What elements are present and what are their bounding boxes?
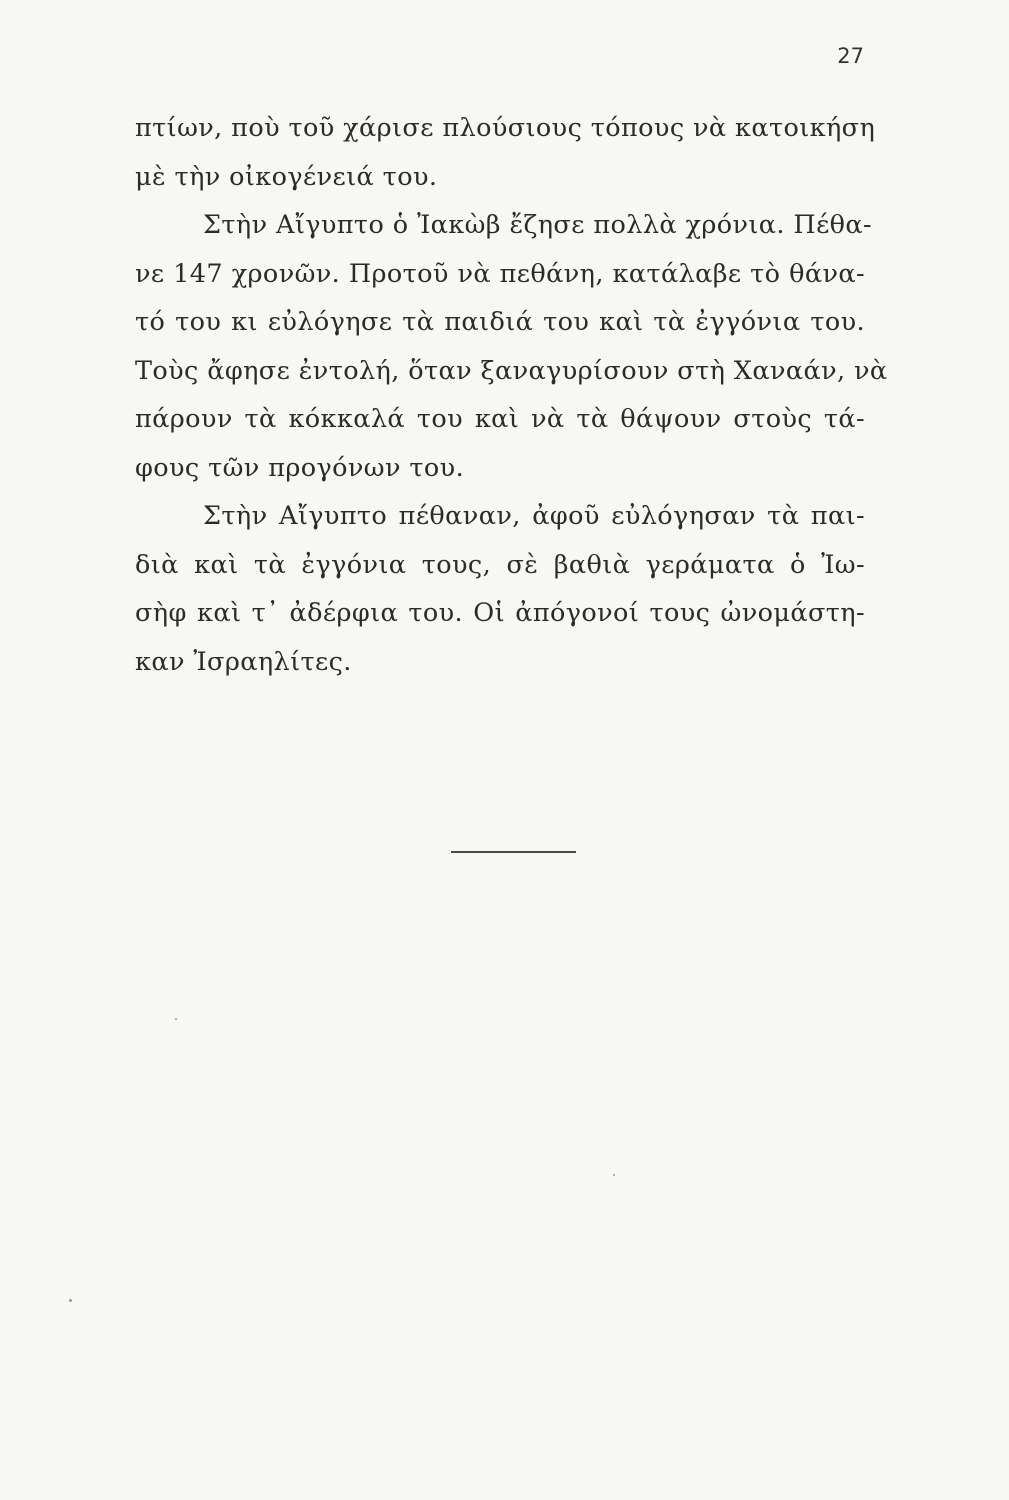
text-line: σὴφ καὶ τ᾽ ἀδέρφια του. Οἱ ἀπόγονοί τους ὠνομάστη- <box>135 598 865 628</box>
text-line: διὰ καὶ τὰ ἐγγόνια τους, σὲ βαθιὰ γεράματα ὁ Ἰω- <box>135 549 865 580</box>
text-line: Στὴν Αἴγυπτο ὁ Ἰακὼβ ἔζησε πολλὰ χρόνια. Πέθα- <box>203 210 873 240</box>
text-line: Στὴν Αἴγυπτο πέθαναν, ἀφοῦ εὐλόγησαν τὰ παι- <box>203 501 865 531</box>
text-line: φους τῶν προγόνων του. <box>135 452 465 483</box>
paper-speck <box>175 1018 177 1020</box>
text-line: μὲ τὴν οἰκογένειά του. <box>135 161 438 192</box>
text-line: τό του κι εὐλόγησε τὰ παιδιά του καὶ τὰ ἐγγόνια του. <box>135 307 865 337</box>
text-line: πτίων, ποὺ τοῦ χάρισε πλούσιους τόπους νὰ κατοικήση <box>135 113 876 143</box>
text-line: Τοὺς ἄφησε ἐντολή, ὅταν ξαναγυρίσουν στὴ Χαναάν, νὰ <box>135 355 888 386</box>
text-line: καν Ἰσραηλίτες. <box>135 646 352 677</box>
paper-speck <box>613 1174 615 1176</box>
body-text <box>135 104 888 686</box>
paper-speck <box>69 1299 72 1302</box>
text-line: πάρουν τὰ κόκκαλά του καὶ νὰ τὰ θάψουν στοὺς τά- <box>135 404 865 434</box>
section-divider <box>451 851 576 853</box>
text-line: νε 147 χρονῶν. Προτοῦ νὰ πεθάνη, κατάλαβε τὸ θάνα- <box>135 258 865 289</box>
page-number: 27 <box>837 44 864 68</box>
